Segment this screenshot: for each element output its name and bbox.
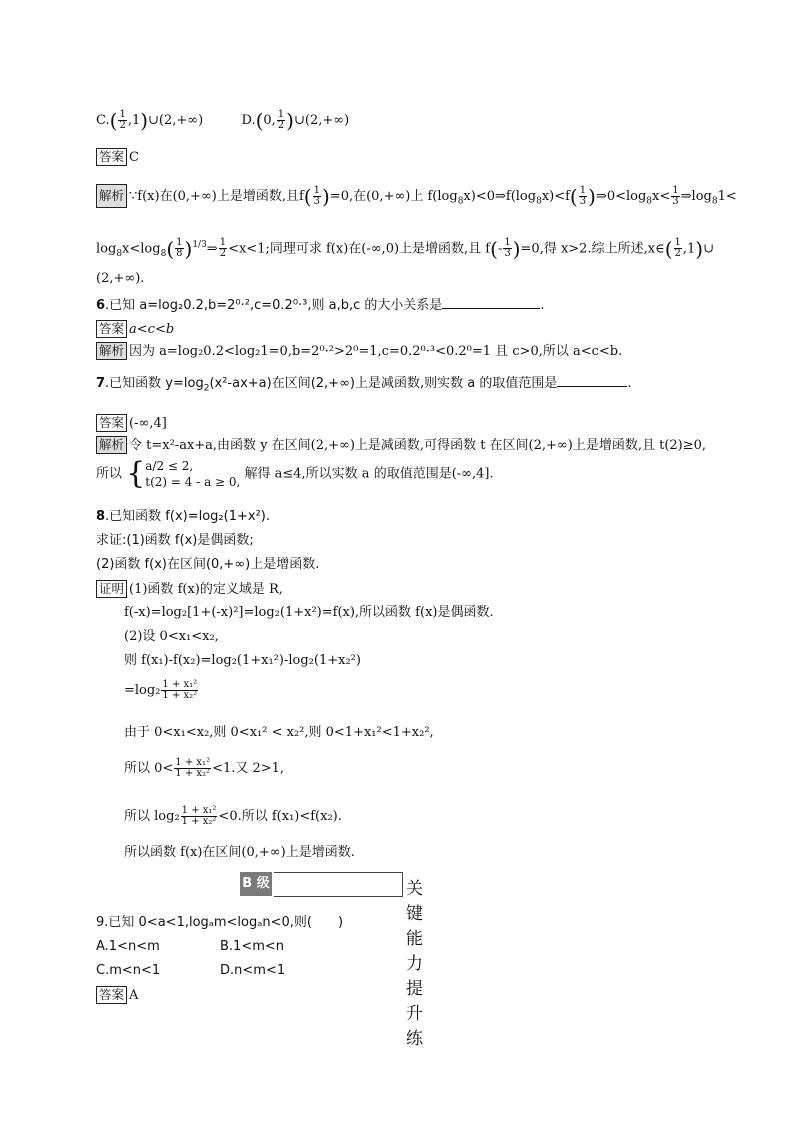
q8-proof-line-3: (2)设 0<x₁<x₂, bbox=[124, 629, 219, 644]
banner-frame bbox=[274, 872, 403, 897]
answer-tag: 答案 bbox=[96, 986, 127, 1004]
q8-part2: (2)函数 f(x)在区间(0,+∞)上是增函数. bbox=[96, 557, 320, 572]
level-badge: B 级 bbox=[240, 872, 272, 896]
q9-answer: A bbox=[129, 988, 139, 1003]
q9-answer-line bbox=[96, 986, 138, 1005]
q7-solution-line-1: 解析 令 t=x²-ax+a,由函数 y 在区间(2,+∞)上是减函数,可得函数 t 在区间(2,+∞)上是增函数,且 t(2)≥0, bbox=[96, 436, 706, 455]
q5-options-line: C.( $\frac{1}{2}$ ,1)∪(2,+∞) D.(0, $\frac{1}{2}$ )∪(2,+∞) bbox=[96, 108, 350, 133]
proof-tag: 证明 bbox=[96, 580, 127, 598]
q8-proof-line-6: 由于 0<x₁<x₂,则 0<x₁² < x₂²,则 0<1+x₁²<1+x₂², bbox=[124, 725, 434, 740]
q6-solution-line: 解析 因为 a=log₂0.2<log₂1=0,b=2⁰·²>2⁰=1,c=0.2⁰·³<0.2⁰=1 且 c>0,所以 a<c<b. bbox=[96, 342, 622, 361]
option-c-label: C. bbox=[96, 113, 110, 128]
analysis-tag: 解析 bbox=[96, 436, 127, 454]
q8-fraction: $\frac{\text{1 + x₁²}}{\text{1 + x₂²}}$ bbox=[162, 679, 198, 701]
q7-answer: (-∞,4] bbox=[129, 416, 167, 431]
q6-blank[interactable] bbox=[442, 296, 540, 309]
q8-proof-line-9: 所以函数 f(x)在区间(0,+∞)上是增函数. bbox=[124, 845, 355, 860]
q9-options-row-2 bbox=[96, 962, 285, 980]
q5-answer-line bbox=[96, 148, 139, 167]
q9-stem: 9.已知 0<a<1,logₐm<logₐn<0,则( ) bbox=[96, 915, 344, 930]
q7-solution-line-2: 所以 { a/2 ≤ 2, t(2) = 4 - a ≥ 0, 解得 a≤4,所以实数 a 的取值范围是(-∞,4]. bbox=[96, 456, 494, 491]
q6-answer: a<c<b bbox=[129, 322, 175, 337]
q8-proof-line-7: 所以 0< $\frac{\text{1 + x₁²}}{\text{1 + x₂²}}$ <1.又 2>1, bbox=[124, 757, 285, 779]
q7-answer-line bbox=[96, 414, 167, 433]
section-title: 关键能力提升练 bbox=[406, 879, 423, 1049]
q8-proof-line-4: 则 f(x₁)-f(x₂)=log₂(1+x₁²)-log₂(1+x₂²) bbox=[124, 653, 361, 668]
q6-answer-line bbox=[96, 320, 174, 339]
option-d-label: D. bbox=[241, 113, 256, 128]
q5-solution-line-3: (2,+∞). bbox=[96, 271, 145, 286]
q8-part1: 求证:(1)函数 f(x)是偶函数; bbox=[96, 533, 254, 548]
q7-stem: 7.已知函数 $y=\log_2(x^2-ax+a)$在区间(2,+∞)上是减函数,则实数 a 的取值范围是 . bbox=[96, 376, 632, 394]
q8-proof-line-1: 证明 (1)函数 f(x)的定义域是 R, bbox=[96, 580, 283, 599]
q9-option-d[interactable]: D.n<m<1 bbox=[220, 963, 286, 978]
q9-option-a[interactable]: A.1<n<m bbox=[96, 939, 160, 954]
q5-solution-line-2: $\log_8x<\log_8$( $\frac{1}{8}$ )$^{1/3}$⇒ $\frac{1}{2}$ <x<1;同理可求 f(x)在(-∞,0)上是增函数,且 f(- $\frac{1}{3}$ )=0,得 x>2.综上所述,x∈( $\frac{1}{2}$ ,1)∪ bbox=[96, 236, 714, 261]
q8-proof-line-5: =log₂ $\frac{\text{1 + x₁²}}{\text{1 + x₂²}}$ bbox=[124, 679, 198, 701]
q8-stem: 8.已知函数 f(x)=log₂(1+x²). bbox=[96, 509, 270, 524]
q8-proof-line-8: 所以 log₂ $\frac{\text{1 + x₁²}}{\text{1 + x₂²}}$ <0.所以 f(x₁)<f(x₂). bbox=[124, 805, 342, 827]
frac-1-2: $\frac{1}{2}$ bbox=[119, 109, 126, 131]
q5-answer: C bbox=[129, 150, 139, 165]
analysis-tag: 解析 bbox=[96, 342, 127, 360]
q7-system: a/2 ≤ 2, t(2) = 4 - a ≥ 0, bbox=[145, 459, 241, 489]
analysis-tag: 解析 bbox=[96, 184, 127, 208]
answer-tag: 答案 bbox=[96, 414, 127, 432]
answer-tag: 答案 bbox=[96, 148, 127, 166]
answer-tag: 答案 bbox=[96, 320, 127, 338]
q9-options-row-1 bbox=[96, 938, 284, 956]
q7-blank[interactable] bbox=[557, 374, 627, 387]
q5-solution-line-1: 解析 ∵f(x)在(0,+∞)上是增函数,且f( $\frac{1}{3}$ )=0,在(0,+∞)上 $f(\log_8x)<0\Rightarrow f(\log_8x)<f$( $\frac{1}{3}$ )$\Rightarrow 0<\log_8x<$ $\frac{1}{3}$ $\Rightarrow\log_81<$ bbox=[96, 184, 737, 211]
q6-stem: 6.已知 a=log₂0.2,b=2⁰·²,c=0.2⁰·³,则 a,b,c 的大小关系是 . bbox=[96, 298, 545, 313]
q9-option-b[interactable]: B.1<m<n bbox=[220, 939, 285, 954]
q9-option-c[interactable]: C.m<n<1 bbox=[96, 963, 161, 978]
q8-proof-line-2: f(-x)=log₂[1+(-x)²]=log₂(1+x²)=f(x),所以函数 f(x)是偶函数. bbox=[124, 605, 494, 620]
